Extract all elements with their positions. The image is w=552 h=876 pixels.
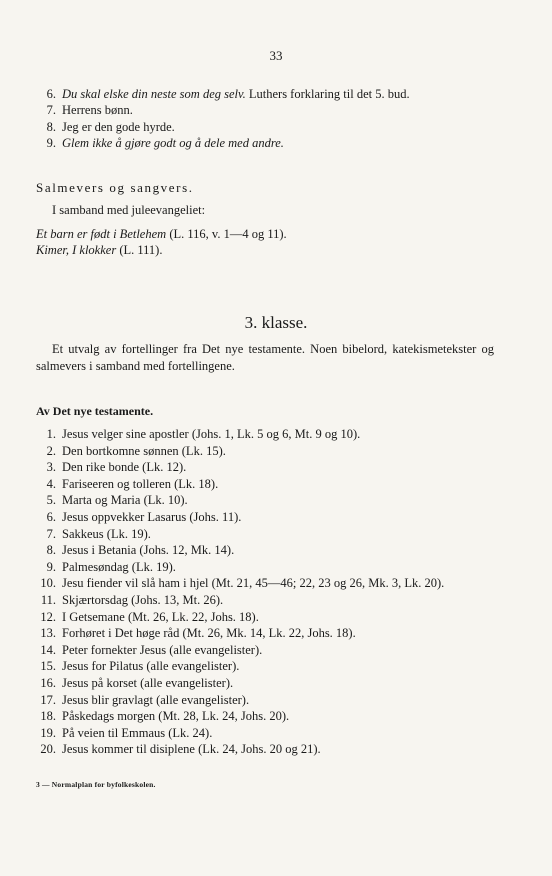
item-number: 1.: [46, 427, 56, 441]
item-number: 6.: [46, 509, 56, 524]
item-number: 2.: [46, 443, 56, 458]
list-item: [36, 476, 486, 493]
page-number: 33: [269, 48, 283, 63]
salmevers-line: [36, 227, 287, 242]
item-number: 9.: [46, 559, 56, 574]
hymn-title: Kimer, I klokker: [36, 243, 117, 257]
list-item: [36, 559, 486, 576]
list-item: [36, 692, 486, 709]
item-text: Jesus velger sine apostler (Johs. 1, Lk. 5 og 6, Mt. 9 og 10).: [62, 427, 361, 441]
item-text: Den bortkomne sønnen (Lk. 15).: [62, 443, 226, 458]
item-text: I Getsemane (Mt. 26, Lk. 22, Johs. 18).: [62, 609, 259, 624]
footer-note: 3 — Normalplan for byfolkeskolen.: [36, 780, 156, 789]
item-text: Palmesøndag (Lk. 19).: [62, 559, 176, 574]
hymn-reference: (L. 111).: [116, 243, 163, 257]
item-text: Herrens bønn.: [62, 103, 133, 118]
item-text: Marta og Maria (Lk. 10).: [62, 493, 188, 508]
item-text: Sakkeus (Lk. 19).: [62, 526, 151, 541]
item-text: Jesus oppvekker Lasarus (Johs. 11).: [62, 509, 242, 524]
item-text: Luthers forklaring til det 5. bud.: [245, 87, 410, 101]
list-item: [36, 102, 486, 118]
item-text: Jeg er den gode hyrde.: [62, 119, 175, 134]
item-number: 10.: [40, 576, 56, 591]
salmevers-heading: Salmevers og sangvers.: [36, 180, 194, 195]
item-number: 3.: [46, 460, 56, 475]
item-number: 13.: [40, 626, 56, 641]
item-text: Jesus på korset (alle evangelister).: [62, 675, 234, 690]
item-number: 20.: [40, 742, 56, 757]
list-item: [36, 426, 486, 443]
item-text: Jesu fiender vil slå ham i hjel (Mt. 21, 45—46; 22, 23 og 26, Mk. 3, Lk. 20).: [62, 576, 445, 591]
list-item: [36, 526, 486, 543]
item-number: 18.: [40, 709, 56, 724]
section-title: 3. klasse.: [244, 313, 308, 332]
item-number: 19.: [40, 725, 56, 740]
item-number: 8.: [46, 543, 56, 558]
top-list: [36, 86, 486, 152]
item-number: 7.: [46, 103, 56, 118]
item-number: 8.: [46, 119, 56, 134]
list-item: [36, 459, 486, 476]
list-item: [36, 135, 486, 151]
item-text: Jesus kommer til disiplene (Lk. 24, Johs. 20 og 21).: [62, 742, 321, 757]
item-number: 17.: [40, 692, 56, 707]
item-text: Jesus blir gravlagt (alle evangelister).: [62, 692, 250, 707]
list-item: [36, 443, 486, 460]
salmevers-line: [36, 243, 162, 258]
salmevers-subheading: I samband med juleevangeliet:: [52, 203, 206, 217]
item-number: 14.: [40, 642, 56, 657]
item-number: 9.: [46, 136, 56, 151]
item-text: På veien til Emmaus (Lk. 24).: [62, 725, 213, 740]
item-number: 7.: [46, 526, 56, 541]
item-text: Forhøret i Det høge råd (Mt. 26, Mk. 14, Lk. 22, Johs. 18).: [62, 626, 356, 641]
item-number: 6.: [46, 87, 56, 101]
list-item: [36, 675, 486, 692]
hymn-title: Et barn er født i Betlehem: [36, 227, 167, 241]
item-text: Den rike bonde (Lk. 12).: [62, 460, 187, 475]
list-item: [36, 642, 486, 659]
item-number: 12.: [40, 609, 56, 624]
item-italic-text: Du skal elske din neste som deg selv.: [62, 87, 246, 101]
item-number: 16.: [40, 675, 56, 690]
item-number: 5.: [46, 493, 56, 508]
list-item: [36, 658, 486, 675]
list-item: [36, 609, 486, 626]
list-item: [36, 575, 486, 592]
list-item: [36, 86, 486, 102]
intro-paragraph: Et utvalg av fortellinger fra Det nye testamente. Noen bibelord, katekismetekster og salmevers i samband med fortellingene.: [36, 342, 494, 373]
list-item: [36, 492, 486, 509]
list-item: [36, 741, 486, 758]
hymn-reference: (L. 116, v. 1—4 og 11).: [166, 227, 287, 241]
list-item: [36, 625, 486, 642]
list-item: [36, 542, 486, 559]
list-item: [36, 708, 486, 725]
item-text: Jesus i Betania (Johs. 12, Mk. 14).: [62, 543, 235, 558]
nt-list: [36, 426, 486, 758]
item-number: 11.: [40, 592, 56, 607]
item-text: Fariseeren og tolleren (Lk. 18).: [62, 476, 219, 491]
list-item: [36, 592, 486, 609]
item-text: Påskedags morgen (Mt. 28, Lk. 24, Johs. 20).: [62, 709, 290, 724]
item-text: Jesus for Pilatus (alle evangelister).: [62, 659, 240, 674]
item-number: 4.: [46, 476, 56, 491]
list-item: [36, 119, 486, 135]
item-text: Skjærtorsdag (Johs. 13, Mt. 26).: [62, 592, 224, 607]
nt-heading: Av Det nye testamente.: [36, 404, 154, 418]
item-italic-text: Glem ikke å gjøre godt og å dele med andre.: [62, 136, 284, 151]
item-text: Peter fornekter Jesus (alle evangelister).: [62, 642, 263, 657]
list-item: [36, 725, 486, 742]
list-item: [36, 509, 486, 526]
item-number: 15.: [40, 659, 56, 674]
